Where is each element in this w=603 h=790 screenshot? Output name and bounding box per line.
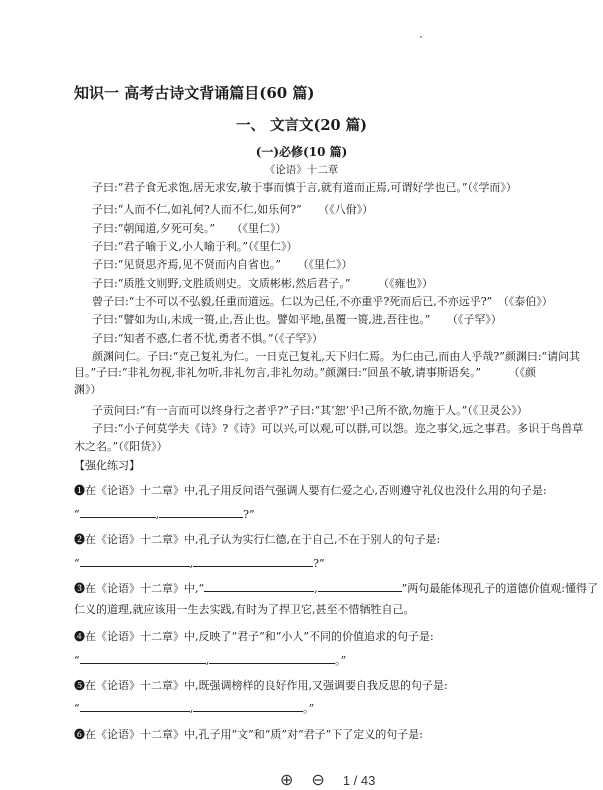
- question-number: ❻: [74, 728, 85, 741]
- question-6: [74, 726, 423, 742]
- question-number: ❺: [74, 679, 85, 692]
- passage-line: 子曰:“朝闻道,夕死可矣。” （《里仁》）: [92, 222, 287, 235]
- passage-line: 子曰:“人而不仁,如礼何?人而不仁,如乐何?” （《八佾》）: [92, 203, 374, 216]
- answer-blank-5[interactable]: “ , 。”: [74, 702, 315, 715]
- question-1: [74, 482, 547, 498]
- passage-line: 子曰:“君子喻于义,小人喻于利。”（《里仁》）: [92, 240, 298, 253]
- zoom-out-button[interactable]: ⊖: [311, 772, 325, 789]
- pdf-toolbar: [280, 771, 375, 789]
- passage-line: 子曰:“君子食无求饱,居无求安,敏于事而慎于言,就有道而正焉,可谓好学也已。”（《学而》）: [92, 181, 517, 194]
- question-5: [74, 677, 448, 693]
- question-text: 在《论语》十二章》中,孔子用“文”和“质”对“君子”下了定义的句子是:: [85, 728, 423, 741]
- passage-line: 子曰:“小子何莫学夫《诗》?《诗》可以兴,可以观,可以群,可以怨。迩之事父,远之事君。多识于鸟兽草: [92, 422, 584, 435]
- passage-line: 颜渊问仁。子曰:“克己复礼为仁。一日克己复礼,天下归仁焉。为仁由己,而由人乎哉?”颜渊曰:“请问其: [92, 350, 581, 363]
- passage-line: 曾子曰:“士不可以不弘毅,任重而道远。仁以为己任,不亦重乎?死而后已,不亦远乎?” （《泰伯》）: [92, 295, 553, 308]
- text-title: 《论语》十二章: [264, 164, 339, 176]
- scan-dot: [420, 36, 422, 38]
- passage-line: 子曰:“见贤思齐焉,见不贤而内自省也。” （《里仁》）: [92, 258, 353, 271]
- question-3[interactable]: ❸在《论语》十二章》中,“ , ”两句最能体现孔子的道德价值观:懂得了: [74, 582, 598, 595]
- question-2: [74, 531, 440, 547]
- passage-line: 木之名。”（《阳货》）: [74, 440, 168, 453]
- passage-line: 子曰:“质胜文则野,文胜质则史。文质彬彬,然后君子。” （《雍也》）: [92, 277, 433, 290]
- section-title: 知识一 高考古诗文背诵篇目(60 篇): [74, 84, 315, 102]
- subchapter-title: (一)必修(10 篇): [255, 145, 348, 159]
- answer-blank-4[interactable]: “ , 。”: [74, 654, 347, 667]
- answer-blank-1[interactable]: “ , ?”: [74, 508, 255, 521]
- question-text: 在《论语》十二章》中,反映了“君子”和“小人”不同的价值追求的句子是:: [85, 630, 434, 643]
- question-text: 在《论语》十二章》中,既强调榜样的良好作用,又强调要自我反思的句子是:: [85, 679, 448, 692]
- passage-line: 渊》）: [74, 383, 102, 396]
- passage-line: 目。”子曰:“非礼勿视,非礼勿听,非礼勿言,非礼勿动。”颜渊曰:“回虽不敏,请事斯语矣。” （《颜: [74, 366, 537, 379]
- question-text: 在《论语》十二章》中,孔子认为实行仁德,在于自己,不在于别人的句子是:: [85, 533, 441, 546]
- question-number: ❸: [74, 582, 85, 595]
- question-3-continuation: 仁义的道理,就应该用一生去实践,有时为了捍卫它,甚至不惜牺牲自己。: [74, 603, 415, 616]
- question-text: 在《论语》十二章》中,孔子用反问语气强调人要有仁爱之心,否则遵守礼仪也没什么用的句子是:: [85, 484, 547, 497]
- question-text: 在《论语》十二章》中,“: [85, 582, 205, 595]
- passage-line: 子曰:“知者不惑,仁者不忧,勇者不惧。”（《子罕》）: [92, 332, 323, 345]
- question-4: [74, 628, 434, 644]
- page-indicator: 1 / 43: [342, 772, 376, 788]
- passage-line: 子贡问曰:“有一言而可以终身行之者乎?”子曰:“其‘恕’乎!己所不欲,勿施于人。”（《卫灵公》）: [92, 404, 528, 417]
- chapter-title: 一、 文言文(20 篇): [236, 117, 367, 134]
- answer-blank-2[interactable]: “ , ?”: [74, 557, 325, 570]
- question-number: ❹: [74, 630, 85, 643]
- question-number: ❶: [74, 484, 85, 497]
- zoom-in-button[interactable]: ⊕: [280, 772, 294, 789]
- practice-title: 【强化练习】: [74, 459, 140, 472]
- passage-line: 子曰:“譬如为山,未成一篑,止,吾止也。譬如平地,虽覆一篑,进,吾往也。” （《子罕》）: [92, 313, 502, 326]
- question-number: ❷: [74, 533, 85, 546]
